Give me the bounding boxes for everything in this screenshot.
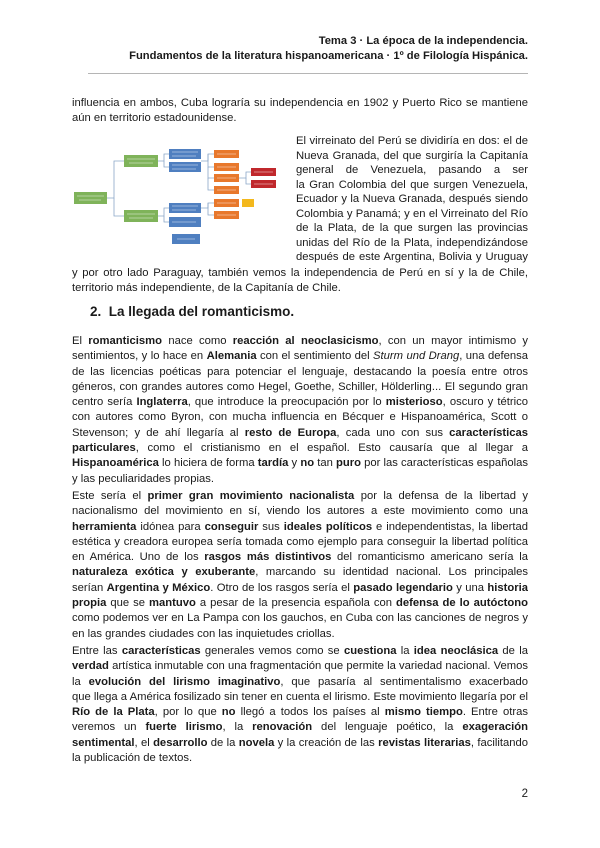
text-line [72, 720, 528, 735]
intro-paragraph [72, 96, 528, 127]
box-espana-america [74, 192, 107, 204]
bold-run: Inglaterra [136, 396, 188, 409]
box-virreinato-rio-plata [124, 210, 158, 222]
text-run: e independentistas, la libertad [372, 520, 528, 533]
page-number: 2 [521, 788, 528, 800]
paragraph-nacionalista [72, 489, 528, 642]
text-run: con autores como Byron, con mucha influencia en Bécquer e Hispanoamérica, Scott o [72, 411, 528, 424]
text-run: en las grandes ciudades con las inquietudes criollas. [72, 627, 335, 640]
text-line [72, 426, 528, 441]
text-run: , como el cristianismo en el español. Esto causaría que al llegar a [135, 442, 528, 455]
text-line [72, 441, 528, 456]
text-run: , facilitando [470, 736, 528, 749]
text-line: unidas del Río de la Plata, independizándose [296, 236, 528, 249]
text-run: de la [207, 736, 239, 749]
bold-run: idea neoclásica [413, 645, 499, 657]
text-run: la publicación de textos. [72, 752, 193, 765]
section-heading [90, 304, 294, 319]
text-run: por las características españolas [361, 457, 528, 470]
text-run: de la [498, 645, 528, 657]
text-run: , cada uno con sus [336, 426, 450, 439]
italic-run: Sturm und Drang [373, 350, 460, 363]
text-run: y [288, 457, 301, 470]
bold-run: conseguir [204, 520, 259, 533]
side-paragraph [296, 134, 528, 265]
page-header [129, 34, 528, 64]
text-line [72, 395, 528, 410]
bold-run: Alemania [206, 350, 257, 363]
bold-run: tardía [257, 457, 289, 470]
bold-run: desarrollo [153, 736, 208, 749]
text-run: y las peculiaridades propias. [72, 472, 214, 485]
bold-run: características [121, 645, 201, 657]
text-run: que llega a América fosilizado sin tener en cuenta el lirismo. Este movimiento llegaría por el [72, 690, 528, 703]
text-run: en América. Uno de los [72, 551, 205, 564]
bold-run: ideales políticos [283, 520, 373, 533]
text-line [72, 659, 528, 674]
text-line: influencia en ambos, Cuba lograría su independencia en 1902 y Puerto Rico se mantiene [72, 97, 528, 109]
text-line [72, 365, 528, 380]
bold-run: Hispanoamérica [72, 457, 159, 470]
bold-run: reacción al neoclasicismo [232, 335, 379, 347]
text-line: El virreinato del Perú se dividiría en dos: el de [296, 135, 528, 147]
text-line: y por otro lado Paraguay, también vemos la independencia de Perú en sí y la de Chile, [72, 267, 528, 279]
bold-run: rasgos más distintivos [204, 551, 332, 564]
box-virreinato-nueva-granada [124, 155, 158, 167]
bold-run: pasado legendario [353, 581, 453, 594]
bold-run: Río de la Plata [72, 706, 155, 719]
bold-run: resto de Europa [244, 426, 337, 439]
bold-run: puro [336, 457, 361, 470]
bold-run: primer gran movimiento nacionalista [147, 490, 355, 502]
text-line: Colombia y Panamá; y en el Virreinato del Río [296, 207, 528, 220]
bold-run: fuerte lirismo [145, 721, 223, 734]
text-run: lo hiciera de forma [158, 457, 258, 470]
bold-run: misterioso [385, 396, 443, 409]
text-run: idónea para [136, 520, 205, 533]
text-line: Ecuador y la Nueva Granada, después siendo [296, 193, 528, 205]
bold-run: novela [238, 736, 275, 749]
section-number: 2. [90, 304, 102, 319]
bold-run: sentimental [72, 736, 135, 749]
bold-run: características [449, 426, 528, 439]
text-line [72, 565, 528, 580]
text-run: sus [258, 520, 284, 533]
text-run: la [396, 645, 414, 657]
text-run: y una [452, 581, 488, 594]
box-argentina [242, 199, 254, 207]
text-run: artística inmutable con una fragmentación que permite la variedad nacional. Vemos [108, 660, 528, 673]
text-run: nacionalismo del movimiento en sí, viendo los autores a este movimiento como una [72, 505, 528, 518]
text-run: tan [314, 457, 336, 470]
text-run: El [72, 335, 89, 347]
text-run: a pesar de la presencia española con [195, 597, 397, 610]
bold-run: defensa de lo autóctono [396, 597, 528, 610]
text-run: por la defensa de la libertad y [354, 490, 528, 502]
bold-run: mismo tiempo [384, 706, 463, 719]
text-run: , una defensa [459, 350, 528, 363]
bold-run: revistas literarias [378, 736, 471, 749]
paragraph-romanticismo [72, 334, 528, 487]
bold-run: Argentina y México [106, 581, 211, 594]
bold-run: romanticismo [88, 335, 163, 347]
text-run: llegó a todos los países al [235, 706, 385, 719]
text-run: , que pasaría al sentimentalismo exacerbado [280, 675, 528, 688]
text-run: sentimientos, y lo hace en [72, 350, 207, 363]
bold-run: no [300, 457, 315, 470]
viceroyalty-diagram [74, 134, 286, 252]
text-line: de la Plata, de la que surgen las provincias [296, 222, 528, 234]
text-line [72, 736, 528, 751]
text-run: , la [222, 721, 253, 734]
header-rule [88, 73, 528, 74]
bold-run: verdad [72, 660, 109, 673]
text-line [72, 581, 528, 596]
bold-run: propia [72, 597, 107, 610]
text-run: , marcando su identidad nacional. Los principales [255, 566, 528, 579]
header-line-1: Tema 3 · La época de la independencia. [318, 35, 528, 47]
text-line: después de este Argentina, Bolivia y Uruguay [296, 251, 528, 263]
text-run: como podemos ver en La Pampa con los gauchos, en Cuba con las canciones de negros y [72, 612, 528, 625]
bold-run: renovación [252, 721, 313, 734]
text-run: , que introduce la preocupación por lo [187, 396, 386, 409]
text-line: Nueva Granada, del que surgiría la Capitanía [296, 149, 528, 162]
text-run: de las licencias poéticas para potenciar el lenguaje, destacando la poesía entre otros [72, 365, 528, 378]
text-line [72, 751, 528, 766]
text-run: Entre las [72, 645, 122, 657]
section-title-text: La llegada del romanticismo. [108, 304, 295, 319]
bold-run: no [221, 706, 236, 719]
bold-run: cuestiona [343, 645, 397, 657]
text-run: del lenguaje poético, la [312, 721, 463, 734]
text-line [72, 410, 528, 425]
text-line [72, 611, 528, 626]
text-line [72, 550, 528, 565]
text-run: . Otro de los rasgos sería el [210, 581, 354, 594]
text-run: la [72, 675, 89, 688]
box-capitania-venezuela [169, 149, 201, 159]
text-line [72, 535, 528, 550]
text-line [72, 705, 528, 720]
text-run: que se [106, 597, 149, 610]
text-line [72, 349, 528, 364]
text-line [72, 520, 528, 535]
bold-run: evolución del lirismo imaginativo [88, 675, 281, 688]
text-run: géneros, con grandes autores como Hegel, Goethe, Schiller, Hölderling... El segundo gran [72, 380, 528, 393]
text-line [72, 690, 528, 705]
text-line: general de Venezuela, pasando a ser [296, 164, 528, 176]
text-run: del romanticismo americano sería la [331, 551, 528, 564]
text-run: , por lo que [154, 706, 222, 719]
box-gran-colombia [169, 162, 201, 172]
bold-run: historia [487, 581, 528, 594]
text-line [72, 596, 528, 611]
bold-run: mantuvo [149, 597, 196, 610]
text-line: la Gran Colombia del que surgen Venezuela, [296, 178, 528, 191]
text-line [72, 489, 528, 504]
bold-run: particulares [72, 442, 136, 455]
text-run: . Entre otras [462, 706, 528, 719]
bold-run: exageración [462, 721, 528, 734]
text-line [72, 334, 528, 349]
text-run: y la creación de las [274, 736, 379, 749]
text-run: Este sería el [72, 490, 148, 502]
text-run: nace como [162, 335, 233, 347]
text-run: generales vemos como se [200, 645, 344, 657]
text-run: , con un mayor intimismo y [378, 335, 528, 347]
text-run: veremos un [72, 721, 146, 734]
text-line [72, 380, 528, 395]
text-line [72, 675, 528, 690]
text-run: con el sentimiento del [256, 350, 374, 363]
text-line [72, 627, 528, 642]
box-provincias-unidas [169, 203, 201, 213]
text-line [72, 644, 528, 659]
after-diagram-paragraph [72, 266, 528, 297]
text-line [72, 504, 528, 519]
text-line [72, 456, 528, 471]
text-line: territorio más independiente, de la Capitanía de Chile. [72, 282, 341, 295]
text-run: , oscuro y tétrico [442, 396, 528, 409]
bold-run: herramienta [72, 520, 137, 533]
text-line [72, 472, 528, 487]
text-run: , el [134, 736, 154, 749]
text-run: centro sería [72, 396, 137, 409]
text-run: estética y creadora europea sería tomada como ejemplo para conseguir la libertad política [72, 535, 528, 548]
text-run: Stevenson; y de ahí llegaría al [72, 426, 245, 439]
text-line: aún en territorio estadounidense. [72, 112, 237, 125]
bold-run: naturaleza exótica y exuberante [72, 566, 256, 579]
paragraph-caracteristicas [72, 644, 528, 766]
text-run: serían [72, 581, 107, 594]
header-line-2: Fundamentos de la literatura hispanoamericana · 1º de Filología Hispánica. [129, 50, 528, 62]
